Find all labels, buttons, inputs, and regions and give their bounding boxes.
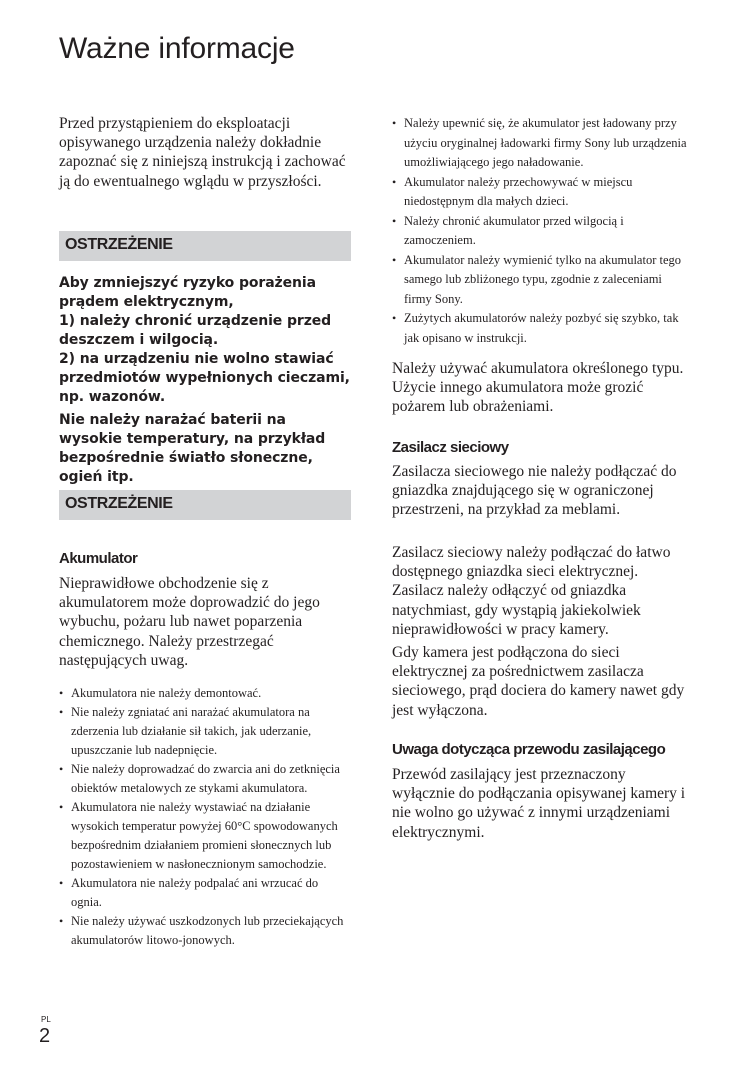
adapter-heading: Zasilacz sieciowy	[392, 439, 509, 456]
warning-electric-shock: Aby zmniejszyć ryzyko porażenia prądem elektrycznym, 1) należy chronić urządzenie przed deszczem i wilgocią. 2) na urządzeniu nie wolno stawiać przedmiotów wypełnionych cieczami, np. wazonów.	[59, 275, 350, 405]
list-item: • Akumulator należy wymienić tylko na akumulator tego samego lub zbliżonego typu, zgodnie z zaleceniami firmy Sony.	[392, 251, 692, 310]
battery-heading: Akumulator	[59, 550, 138, 567]
list-item: • Akumulatora nie należy demontować.	[59, 684, 351, 703]
intro-paragraph: Przed przystąpieniem do eksploatacji opisywanego urządzenia należy dokładnie zapoznać się z niniejszą instrukcją i zachować ją do ewentualnego wglądu w przyszłości.	[59, 115, 346, 190]
page-number: 2	[39, 1025, 51, 1047]
adapter-paragraph-1: Zasilacza sieciowego nie należy podłączać do gniazdka znajdującego się w ograniczonej przestrzeni, na przykład za meblami.	[392, 463, 677, 519]
battery-type-note: Należy używać akumulatora określonego typu. Użycie innego akumulatora może grozić pożarem lub obrażeniami.	[392, 360, 684, 416]
page-title: Ważne informacje	[59, 32, 295, 65]
list-item: • Należy chronić akumulator przed wilgocią i zamoczeniem.	[392, 212, 692, 251]
adapter-paragraph-2: Zasilacz sieciowy należy podłączać do łatwo dostępnego gniazdka sieci elektrycznej. Zasilacz należy odłączyć od gniazdka natychmiast, gdy wystąpią jakiekolwiek nieprawidłowości w pracy kamery.	[392, 544, 671, 638]
list-item: • Należy upewnić się, że akumulator jest ładowany przy użyciu oryginalnej ładowarki firmy Sony lub urządzenia umożliwiającego jego naładowanie.	[392, 114, 692, 173]
list-item: • Akumulatora nie należy wystawiać na działanie wysokich temperatur powyżej 60°C spowodowanych bezpośrednim działaniem promieni słonecznych lub pozostawieniem w nasłonecznionym samochodzie.	[59, 798, 351, 874]
warning-heading-2: OSTRZEŻENIE	[59, 490, 351, 520]
list-item: • Nie należy używać uszkodzonych lub przeciekających akumulatorów litowo-jonowych.	[59, 912, 351, 950]
adapter-paragraph-3: Gdy kamera jest podłączona do sieci elektrycznej za pośrednictwem zasilacza sieciowego, prąd dociera do kamery nawet gdy jest wyłączona.	[392, 644, 685, 719]
list-item: • Akumulator należy przechowywać w miejscu niedostępnym dla małych dzieci.	[392, 173, 692, 212]
warning-battery-heat: Nie należy narażać baterii na wysokie temperatury, na przykład bezpośrednie światło słoneczne, ogień itp.	[59, 412, 326, 485]
list-item: • Nie należy doprowadzać do zwarcia ani do zetknięcia obiektów metalowych ze stykami akumulatora.	[59, 760, 351, 798]
power-cord-paragraph: Przewód zasilający jest przeznaczony wyłącznie do podłączania opisywanej kamery i nie wolno go używać z innymi urządzeniami elektrycznymi.	[392, 766, 686, 841]
list-item: • Zużytych akumulatorów należy pozbyć się szybko, tak jak opisano w instrukcji.	[392, 309, 692, 348]
power-cord-heading: Uwaga dotycząca przewodu zasilającego	[392, 741, 666, 758]
list-item: • Nie należy zgniatać ani narażać akumulatora na zderzenia lub działanie sił takich, jak uderzanie, upuszczanie lub nadepnięcie.	[59, 703, 351, 760]
language-code: PL	[41, 1015, 51, 1024]
battery-care-bullet-list	[392, 114, 692, 348]
list-item: • Akumulatora nie należy podpalać ani wrzucać do ognia.	[59, 874, 351, 912]
warning-heading-1: OSTRZEŻENIE	[59, 231, 351, 261]
battery-bullet-list	[59, 684, 351, 950]
battery-paragraph: Nieprawidłowe obchodzenie się z akumulatorem może doprowadzić do jego wybuchu, pożaru lub nawet poparzenia chemicznego. Należy przestrzegać następujących uwag.	[59, 575, 320, 669]
